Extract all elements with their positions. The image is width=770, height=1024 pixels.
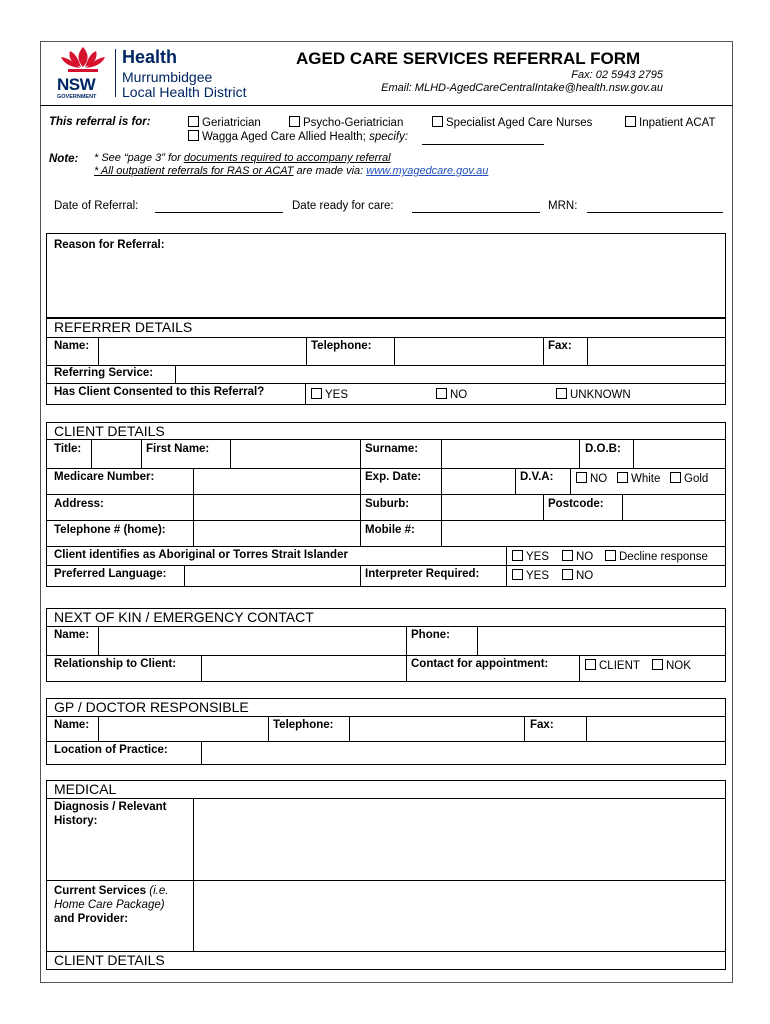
rule [306, 337, 307, 365]
rule [360, 565, 361, 587]
myagedcare-link[interactable]: www.myagedcare.gov.au [366, 165, 489, 177]
exp-date-label: Exp. Date: [365, 471, 422, 483]
checkbox-icon[interactable] [556, 388, 567, 399]
rule [98, 716, 99, 741]
rule [477, 626, 478, 655]
first-name-label: First Name: [146, 443, 210, 455]
rule [406, 626, 407, 655]
rule [46, 880, 726, 881]
rule [441, 439, 442, 468]
option-inpatient-acat[interactable]: Inpatient ACAT [625, 116, 716, 129]
dob-label: D.O.B: [585, 443, 621, 455]
checkbox-icon[interactable] [652, 659, 663, 670]
waratah-logo-icon [56, 45, 110, 75]
rule [46, 626, 726, 627]
dva-gold[interactable]: Gold [670, 472, 708, 485]
health-logo-text: Health [122, 47, 178, 67]
gp-title: GP / DOCTOR RESPONSIBLE [54, 699, 249, 715]
rule [394, 337, 395, 365]
diagnosis-label-2: History: [54, 815, 98, 827]
district-logo-text-1: Murrumbidgee [122, 69, 213, 85]
rule [349, 716, 350, 741]
rule [46, 365, 726, 366]
rule [622, 494, 623, 520]
rule [441, 468, 442, 494]
rule [175, 365, 176, 383]
client-title: CLIENT DETAILS [54, 423, 165, 439]
rule [543, 494, 544, 520]
rule [201, 741, 202, 765]
current-services-label-2: Home Care Package) [54, 899, 165, 911]
rule [506, 565, 507, 587]
consent-no[interactable]: NO [436, 388, 467, 401]
rule [46, 468, 726, 469]
location-label: Location of Practice: [54, 744, 168, 756]
rule [46, 716, 726, 717]
referrer-fax-label: Fax: [548, 340, 572, 352]
rule [98, 337, 99, 365]
kin-name-label: Name: [54, 629, 90, 641]
rule [141, 439, 142, 468]
client-details-footer-title: CLIENT DETAILS [54, 952, 165, 968]
rule [506, 546, 507, 565]
date-of-referral-label: Date of Referral: [54, 200, 139, 212]
rule [360, 468, 361, 494]
checkbox-icon[interactable] [617, 472, 628, 483]
rule [201, 655, 202, 682]
rule [46, 383, 726, 384]
rule [184, 565, 185, 587]
rule [360, 520, 361, 546]
aboriginal-no[interactable]: NO [562, 550, 593, 563]
rule [305, 383, 306, 405]
note-line-2: * All outpatient referrals for RAS or ACAT are made via: www.myagedcare.gov.au [94, 165, 489, 177]
contact-client[interactable]: CLIENT [585, 659, 640, 672]
mobile-label: Mobile #: [365, 524, 415, 536]
checkbox-icon[interactable] [289, 116, 300, 127]
rule [441, 520, 442, 546]
note-label: Note: [49, 153, 79, 165]
rule [579, 439, 580, 468]
rule [193, 798, 194, 951]
option-specialist-nurses[interactable]: Specialist Aged Care Nurses [432, 116, 592, 129]
rule [46, 520, 726, 521]
email-line: Email: MLHD-AgedCareCentralIntake@health.nsw.gov.au [381, 82, 663, 94]
note-line-1: * See “page 3” for documents required to accompany referral [94, 152, 391, 164]
current-services-label-1: Current Services (i.e. [54, 885, 169, 897]
rule [360, 494, 361, 520]
rule [524, 716, 525, 741]
kin-title: NEXT OF KIN / EMERGENCY CONTACT [54, 609, 314, 625]
option-psycho-geriatrician[interactable]: Psycho-Geriatrician [289, 116, 403, 129]
consent-yes[interactable]: YES [311, 388, 348, 401]
rule [193, 520, 194, 546]
postcode-label: Postcode: [548, 498, 604, 510]
contact-appointment-label: Contact for appointment: [411, 658, 549, 670]
rule [570, 468, 571, 494]
checkbox-icon[interactable] [576, 472, 587, 483]
rule [91, 439, 92, 468]
rule [46, 565, 726, 566]
suburb-label: Suburb: [365, 498, 410, 510]
current-services-label-3: and Provider: [54, 913, 129, 925]
option-wagga-allied-health[interactable]: Wagga Aged Care Allied Health; specify: [188, 130, 408, 143]
rule [586, 716, 587, 741]
title-label: Title: [54, 443, 82, 455]
checkbox-icon[interactable] [562, 569, 573, 580]
checkbox-icon[interactable] [436, 388, 447, 399]
aboriginal-decline[interactable]: Decline response [605, 550, 708, 563]
checkbox-icon[interactable] [605, 550, 616, 561]
date-of-referral-input[interactable] [155, 212, 283, 213]
consent-unknown[interactable]: UNKNOWN [556, 388, 631, 401]
rule [268, 716, 269, 741]
referral-for-label: This referral is for: [49, 116, 151, 128]
checkbox-icon[interactable] [585, 659, 596, 670]
rule [193, 468, 194, 494]
rule [46, 439, 726, 440]
district-logo-text-2: Local Health District [122, 84, 247, 100]
rule [406, 655, 407, 682]
rule [543, 337, 544, 365]
language-label: Preferred Language: [54, 568, 167, 580]
rule [46, 798, 726, 799]
rule [46, 337, 726, 338]
consent-label: Has Client Consented to this Referral? [54, 386, 265, 398]
gp-telephone-label: Telephone: [273, 719, 334, 731]
medicare-label: Medicare Number: [54, 471, 155, 483]
date-ready-label: Date ready for care: [292, 200, 394, 212]
rule [441, 494, 442, 520]
address-label: Address: [54, 498, 104, 510]
dva-label: D.V.A: [520, 471, 554, 483]
checkbox-icon[interactable] [625, 116, 636, 127]
logo-divider [115, 49, 116, 97]
checkbox-icon[interactable] [562, 550, 573, 561]
checkbox-icon[interactable] [311, 388, 322, 399]
rule [230, 439, 231, 468]
nsw-logo-text: NSW [57, 75, 96, 94]
government-logo-text: GOVERNMENT [57, 94, 97, 100]
dva-white[interactable]: White [617, 472, 660, 485]
telephone-home-label: Telephone # (home): [54, 524, 166, 536]
documents-required-link[interactable]: documents required to accompany referral [183, 152, 391, 164]
checkbox-icon[interactable] [188, 116, 199, 127]
mrn-input[interactable] [587, 212, 723, 213]
date-ready-input[interactable] [412, 212, 540, 213]
rule [46, 741, 726, 742]
kin-phone-label: Phone: [411, 629, 450, 641]
rule [633, 439, 634, 468]
rule [46, 546, 726, 547]
interpreter-no[interactable]: NO [562, 569, 593, 582]
rule [46, 494, 726, 495]
rule [515, 468, 516, 494]
checkbox-icon[interactable] [512, 550, 523, 561]
checkbox-icon[interactable] [512, 569, 523, 580]
referrer-name-label: Name: [54, 340, 90, 352]
contact-nok[interactable]: NOK [652, 659, 691, 672]
gp-fax-label: Fax: [530, 719, 554, 731]
interpreter-label: Interpreter Required: [365, 568, 480, 580]
rule [579, 655, 580, 682]
aboriginal-yes[interactable]: YES [512, 550, 549, 563]
interpreter-yes[interactable]: YES [512, 569, 549, 582]
gp-name-label: Name: [54, 719, 90, 731]
rule [360, 439, 361, 468]
medical-title: MEDICAL [54, 781, 117, 797]
aboriginal-label: Client identifies as Aboriginal or Torres Strait Islander [54, 549, 348, 561]
form-title: AGED CARE SERVICES REFERRAL FORM [296, 49, 641, 68]
rule [587, 337, 588, 365]
checkbox-icon[interactable] [432, 116, 443, 127]
fax-line: Fax: 02 5943 2795 [571, 69, 663, 81]
relationship-label: Relationship to Client: [54, 658, 177, 670]
rule [193, 494, 194, 520]
referrer-title: REFERRER DETAILS [54, 319, 193, 335]
reason-label: Reason for Referral: [54, 239, 165, 251]
checkbox-icon[interactable] [188, 130, 199, 141]
header-divider [40, 105, 733, 106]
surname-label: Surname: [365, 443, 419, 455]
referrer-telephone-label: Telephone: [311, 340, 372, 352]
dva-no[interactable]: NO [576, 472, 607, 485]
checkbox-icon[interactable] [670, 472, 681, 483]
referring-service-label: Referring Service: [54, 367, 154, 379]
diagnosis-label-1: Diagnosis / Relevant [54, 801, 167, 813]
rule [46, 655, 726, 656]
specify-input[interactable] [422, 144, 544, 145]
header [40, 41, 731, 105]
rule [98, 626, 99, 655]
option-geriatrician[interactable]: Geriatrician [188, 116, 261, 129]
mrn-label: MRN: [548, 200, 578, 212]
